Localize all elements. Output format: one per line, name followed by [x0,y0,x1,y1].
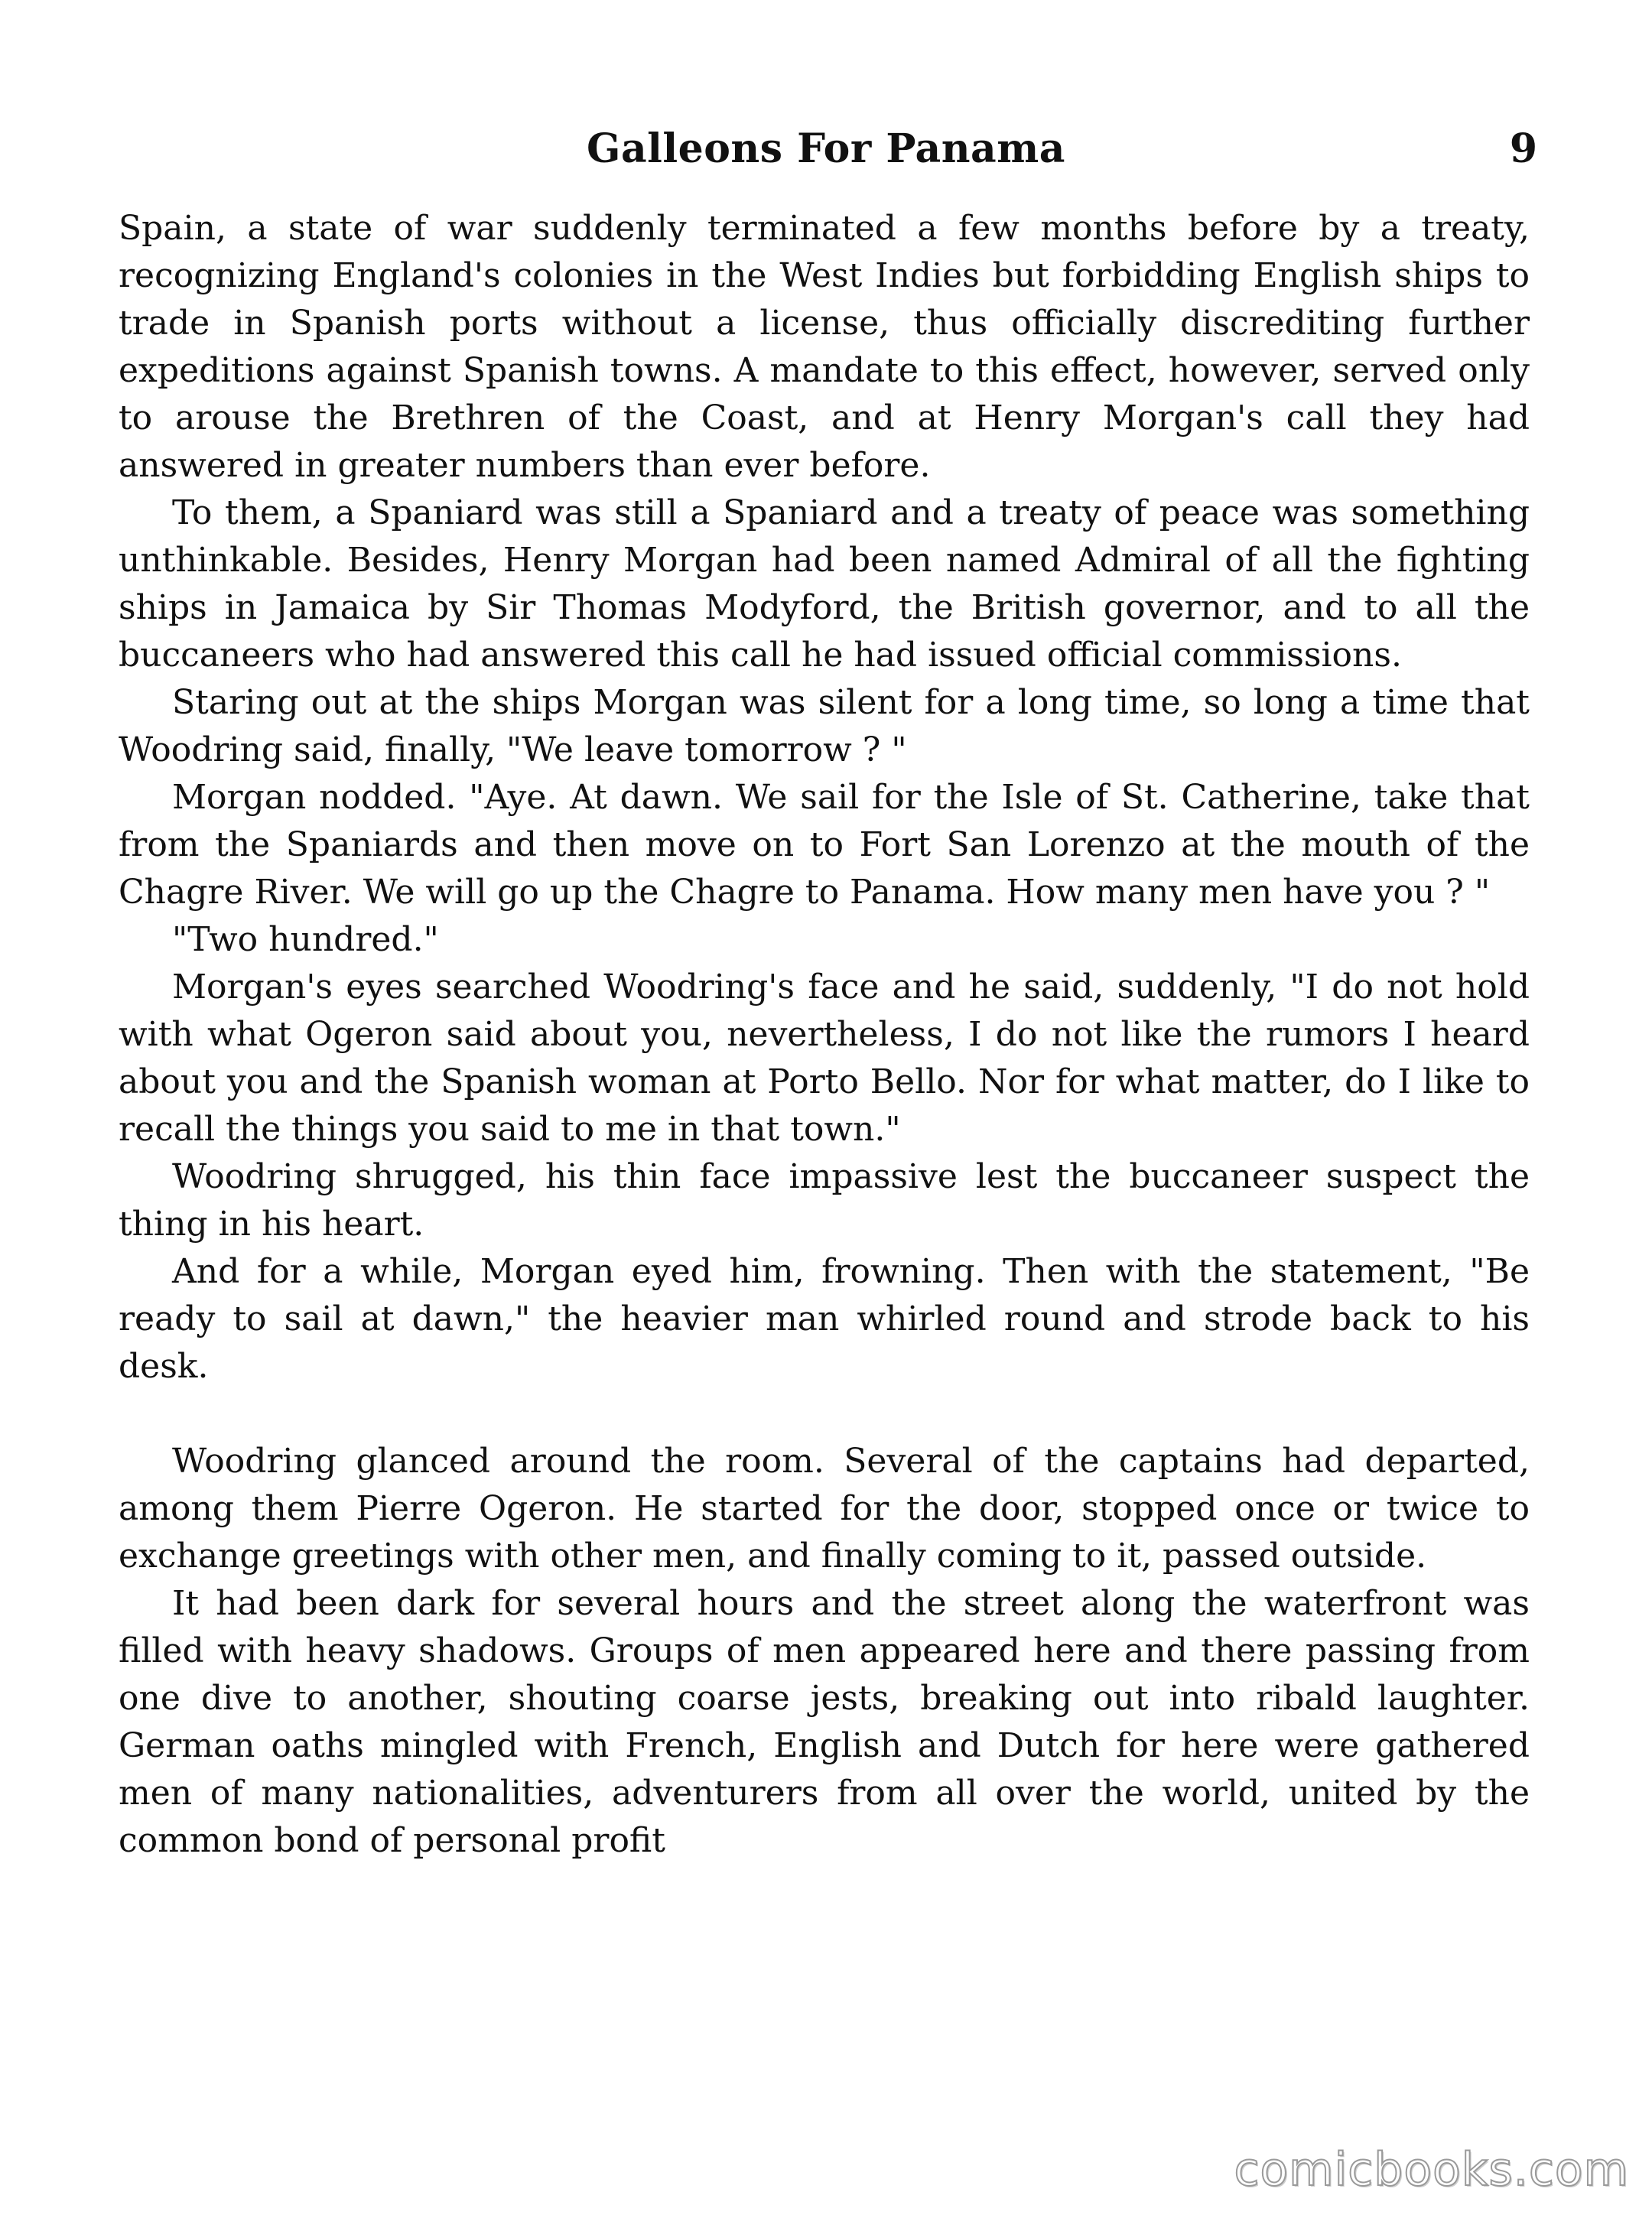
paragraph-5: "Two hundred." [172,920,439,959]
paragraph-10: It had been dark for several hours and the street along the waterfront was filled with heavy shadows. Groups of men appeared here and there passing from one dive to another, shouting coarse jests, breaking out into ribald laughter. German oaths mingled with French, English and Dutch for here were gathered men of many nationalities, adventurers from all over the world, united by the common bond of personal profit [119,1584,1530,1860]
paragraph-9: Woodring glanced around the room. Several of the captains had departed, among them Pierre Ogeron. He started for the door, stopped once or twice to exchange greetings with other men, and finally coming to it, passed outside. [119,1442,1530,1576]
paragraph-3: Staring out at the ships Morgan was silent for a long time, so long a time that Woodring said, finally, "We leave tomorrow ? " [119,683,1530,769]
watermark-logo: comicbooks.com [1234,2143,1629,2197]
running-title: Galleons For Panama [587,125,1065,172]
paragraph-6: Morgan's eyes searched Woodring's face and he said, suddenly, "I do not hold with what Ogeron said about you, nevertheless, I do not like the rumors I heard about you and the Spanish woman at Porto Bello. Nor for what matter, do I like to recall the things you said to me in that town." [119,968,1530,1149]
page-number: 9 [1509,125,1537,172]
paragraph-7: Woodring shrugged, his thin face impassive lest the buccaneer suspect the thing in his heart. [119,1157,1530,1244]
body-text [119,205,1530,1865]
paragraph-4: Morgan nodded. "Aye. At dawn. We sail for the Isle of St. Catherine, take that from the Spaniards and then move on to Fort San Lorenzo at the mouth of the Chagre River. We will go up the Chagre to Panama. How many men have you ? " [119,778,1530,912]
running-head [115,122,1537,176]
paragraph-8: And for a while, Morgan eyed him, frowning. Then with the statement, "Be ready to sail at dawn," the heavier man whirled round and strode back to his desk. [119,1252,1530,1386]
paragraph-2: To them, a Spaniard was still a Spaniard and a treaty of peace was something unthinkable. Besides, Henry Morgan had been named Admiral of all the fighting ships in Jamaica by Sir Thomas Modyford, the British governor, and to all the buccaneers who had answered this call he had issued official commissions. [119,493,1530,675]
paragraph-1: Spain, a state of war suddenly terminated a few months before by a treaty, recognizing England's colonies in the West Indies but forbidding English ships to trade in Spanish ports without a license, thus officially discrediting further expeditions against Spanish towns. A mandate to this effect, however, served only to arouse the Brethren of the Coast, and at Henry Morgan's call they had answered in greater numbers than ever before. [119,209,1530,485]
